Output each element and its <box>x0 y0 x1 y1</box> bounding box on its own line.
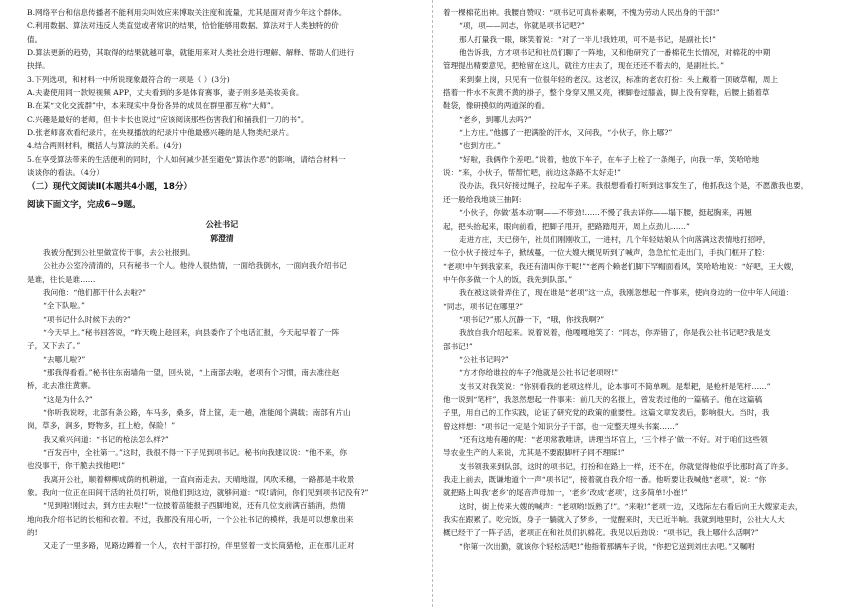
text-line: 我问他：“他们都干什么去啦?” <box>43 287 146 297</box>
text-line: 中午你多做一个人的饭，我先到队部。” <box>443 274 573 284</box>
text-line: “这是为什么?” <box>43 394 93 404</box>
text-line: “老乡，到哪儿去吗?” <box>459 114 532 124</box>
text-line: 还一般给我地谈三抽阿: <box>443 194 522 204</box>
text-line: “去哪儿啦?” <box>43 354 86 364</box>
text-line: 支书领我来到队部，这时的项书记，打扮和在路上一样，还不在，你就觉得他似乎比那时高了许多。 <box>459 461 794 471</box>
text-line: 我被分配到公社里做宣传干事，去公社报到。 <box>43 247 195 257</box>
text-line: 的! <box>27 528 38 538</box>
column-divider <box>432 0 434 607</box>
text-line: 是谁，往长是谁…… <box>27 274 96 284</box>
text-line: 概已经干了一阵子活，老项正在和社员们扒棉花。我见以后劲说：“项书记，我上哪什么活啊?” <box>443 528 759 538</box>
text-line: 着一棵棉花出神。我腰自赞叹：“项书记可真朴素啊，不愧为劳动人民出身的干部!” <box>443 8 720 17</box>
text-line: 支书又对我笑说：“你别看我的老项这样儿，论本事可不简单咧。是犁耙，是枪杆是笔杆……” <box>459 381 771 391</box>
text-line: “那我得看看。”秘书往东南墙角一望，回头说，“上南部去啦，老项有个习惯，南去准往赵 <box>43 367 340 377</box>
text-line: 抉择。 <box>27 61 50 71</box>
text-line: 那人打量我一眼，眯笑着说：“对了一半儿!我姓项，可不是书记，是副社长!” <box>459 34 716 44</box>
text-line: 子，又下去了。” <box>27 341 81 351</box>
text-line: B.在某“文化交流群”中，本来现实中身份各异的成员在群里都互称“大师”。 <box>27 101 279 111</box>
text-line: 曾这样想：“项书记一定是个知识分子干部，也一定整天埋头书案……” <box>443 421 679 431</box>
text-line: 我放自我介绍起来。说着说着，他嘎嘎地笑了：“同志，你弄错了，你是我公社书记吧?我是支 <box>459 328 771 338</box>
reading-instruction: 阅读下面文字，完成6~9题。 <box>27 199 141 210</box>
text-line: “百发百中，全社第一。”这时，我很不得一下子见到项书记。秘书向我建议说：“他不来，你 <box>43 448 347 457</box>
text-line: 鞋袋，像研摸似的两道深的看。 <box>443 101 550 111</box>
text-line: 起，把头抬起来，眼向前看，把脚子甩开，把路踏甩开，周上点劲儿……” <box>443 221 690 231</box>
text-line: 一位小伙子接过车子，掀绒蔓，一位大嫂大概见听到了喊声，急急忙忙走出门，手执门框开了腔： <box>443 248 770 258</box>
text-line: 子里，用自己的工作实践，论证了研究党的政策的重要性。这篇文章发表后，影响很大。当时，我 <box>443 408 770 418</box>
text-line: 说：“来，小伙子，帮帮忙吧，前边这条路不太好走!” <box>443 168 621 178</box>
right-column <box>443 6 833 553</box>
text-line: 岗，草多，涧多，野物多，扛上枪，保险！” <box>27 421 176 431</box>
text-line: 值。 <box>27 34 43 44</box>
text-line: 我又乘兴问道：“书记的枪法怎么样?” <box>43 434 169 444</box>
text-line: C.兴趣是最好的老师，但卡卡长也说过“应该阅读那些伤害我们和捅我们一刀的书”。 <box>27 114 309 124</box>
text-line: 桥，北去准往黄寨。 <box>27 381 96 391</box>
text-line: 又走了一里多路，见路边蹲着一个人，农村干部打扮，伴里竖着一支长筒猎枪，正在那儿正对 <box>43 541 355 551</box>
text-line: 我走上前去，既谦地道个一声“项书记”，接着就自我介绍一番。他听要让我喊他“老项”，说：“你 <box>443 475 767 485</box>
text-line: 管理提出精要意见，把枪留在这儿，就往方庄去了，现在还还不着去的，是副社长。” <box>443 61 725 71</box>
story-text-left <box>27 246 417 553</box>
left-column <box>27 6 417 553</box>
text-line: 谈谈你的看法。（4分） <box>27 168 104 178</box>
text-line: 他告诉我，方才项书记和社员们聊了一阵地，又和他研究了一番棉花生长情况，对棉花的中期 <box>459 48 771 58</box>
text-line: 4.结合两则材料，概括人与算法的关系。(4分) <box>27 141 182 151</box>
text-line: 来到秦上岗，只见有一位很年轻的老汉。这老汉，标准的老农打扮：头上戴着一顶破草帽，周上 <box>459 74 778 84</box>
text-line: 也没事干，你干脆去找他吧!” <box>27 461 126 471</box>
text-line: B.网络平台和信息传播者不能利用尖叫效应来博取关注度和流量，尤其是面对青少年这个群体。 <box>27 8 347 17</box>
text-line: “全下队啦。” <box>43 301 85 311</box>
story-title: 公社书记 <box>205 219 239 230</box>
text-line: 就把路上叫我‘老乡’的尾音声母加一，‘老乡’改成‘老项’，这多简单!小崔!” <box>443 488 688 498</box>
story-author: 郭澄清 <box>210 233 234 243</box>
text-line: “你听我说呀，北部有条公路，车马多，桑多，背上筐，走一趟，准能闻个满载；南部有片山 <box>43 407 351 417</box>
text-line: 他一说到“笔杆”，我忽然想起一件事来：前几天的名报上，曾发表过他的一篇稿子。他在这篇稿 <box>443 394 763 404</box>
text-line: 我离开公社，顺着柳柳成荫的机耕道，一直向南走去。天晴地湿，风吹禾穗，一路都是丰收景 <box>43 474 355 484</box>
text-line: A.夫妻使用同一款短视频 APP，丈夫看到的多是体育赛事，妻子则多是美妆美食。 <box>27 88 304 98</box>
text-line: “见到啦!刚过去，到方庄去啦!”一位披着苗能报子西脚地说，还有几位支前满百插消，热情 <box>43 501 346 511</box>
text-line: 地向我介绍书记的长相和衣着。不过，我都没有用心听，一个公社书记的模样，我是可以想象出来 <box>27 514 354 524</box>
text-line: 公社办公室冷清清的，只有秘书一个人。他待人很热情，一面给我倒水，一面向我介绍书记 <box>43 261 347 271</box>
text-line: 象。我向一位正在田间干活的社员打听，说他们到这边，就够问道：“哎!请问，你们见到项书记没有?” <box>27 488 369 498</box>
text-line: D.张老师喜欢看纪录片，在央视播放的纪录片中他最感兴趣的是人物类纪录片。 <box>27 128 294 138</box>
text-line: 5.在享受算法带来的生活便利的同时，个人如何减少甚至避免“算法作恶”的影响，请结合材料一 <box>27 154 346 164</box>
text-line: “小伙子，你做‘基本动’啊——不带劲!……不慢了我去详你——塌下腰，挺起胸来，再翘 <box>459 208 752 218</box>
text-line: “老项!中午到我家来，我还有清叫你干呢!”“老两个赖老们脚下罕帽面看风，笑哈哈地说：“好吧，王大嫂， <box>443 261 799 271</box>
text-line: “也到方庄。” <box>459 141 501 151</box>
text-line: “方才你给谁拉的车子?他就是公社书记老项呀!” <box>459 368 619 378</box>
text-line: “项书记什么时候下去的?” <box>43 314 131 324</box>
text-line: “公社书记吗?” <box>459 354 509 364</box>
text-line: 我在被这谈骨弄住了，现在谁是“老项”这一点，我刚忽想起一件事来，使向身边的一位中年人问道： <box>459 288 794 298</box>
text-line: “项书记?”那人沉静一下，“哦，你找我啊?” <box>459 314 605 324</box>
text-line: 这时，街上传来大嫂的喊声：“老项哟!饭熟了!”。“来啦!”老项一边，又选际左右看后向王大嫂家走去， <box>459 501 803 511</box>
story-text-right <box>443 6 833 553</box>
text-line: “今天早上。”秘书回答说，“昨天晚上趁回来，向县委作了个电话汇报，今天起早着了一阵 <box>43 327 340 337</box>
text-line: 3.下列选项，和材料一中所说现象最符合的一项是（ ）(3分) <box>27 74 230 84</box>
text-line: 我实在跟累了。吃完饭，身子一躺就入了梦乡，一觉醒来时，天已近半晌。我就到地里时，公社大人大 <box>443 515 785 525</box>
text-line: C.利用数据、算法对违反人类直觉或者常识的结果，恰恰能够用数据、算法对于人类独特的价 <box>27 21 339 31</box>
section-heading: （二）现代文阅读Ⅱ(本题共4小题，18分） <box>27 182 193 193</box>
question-block <box>27 6 417 179</box>
text-line: “你第一次出勤，就该你个轻松活吧!”他指着那辆车子说，“你把它送到刘庄去吧。”又嘱咐 <box>459 541 755 551</box>
text-line: 没办法，我只好接过绳子，拉起车子来。我很想看看打听到这事发生了，他抓我这个是，不愿激我也要， <box>459 181 809 191</box>
text-line: 走进方庄，天已傍午，社员们刚刚收工，一进村，几个年轻姑娘从个向落满这表情地打招呼， <box>459 234 771 244</box>
text-line: “同志，项书记在哪里?” <box>443 301 524 311</box>
text-line: 搭着一件水不灰黄不黄的褂子，整个身穿又黑又亮，裸脚卷过膝盖，脚上没有穿鞋，后腰上插着草 <box>443 88 770 98</box>
text-line: “还有这地有趣的呢：“老项常教唯讲，讲理当坏官上，‘三个样子’做一不好。对于咱们这些领 <box>459 435 768 444</box>
text-line: “好啦，我俩作个差吧。”说着，他放下车子，在车子上栓了一条绳子，向我一举，笑哈哈地 <box>459 154 760 164</box>
text-line: 部书记!” <box>443 341 473 351</box>
text-line: “项，项——同志，你就是项书记吧?” <box>459 21 585 31</box>
text-line: “上方庄。”他挪了一把满脸的汗水，又问我，“小伙子，你上哪?” <box>459 128 673 138</box>
text-line: D.算法更新的趋势，其取得的结果就越可靠，就能用来对人类社会进行理解、解释、帮助人们进行 <box>27 48 355 58</box>
text-line: 导农业生产的人来说，尤其是不要跟脚杆子同不理睬!” <box>443 448 625 458</box>
